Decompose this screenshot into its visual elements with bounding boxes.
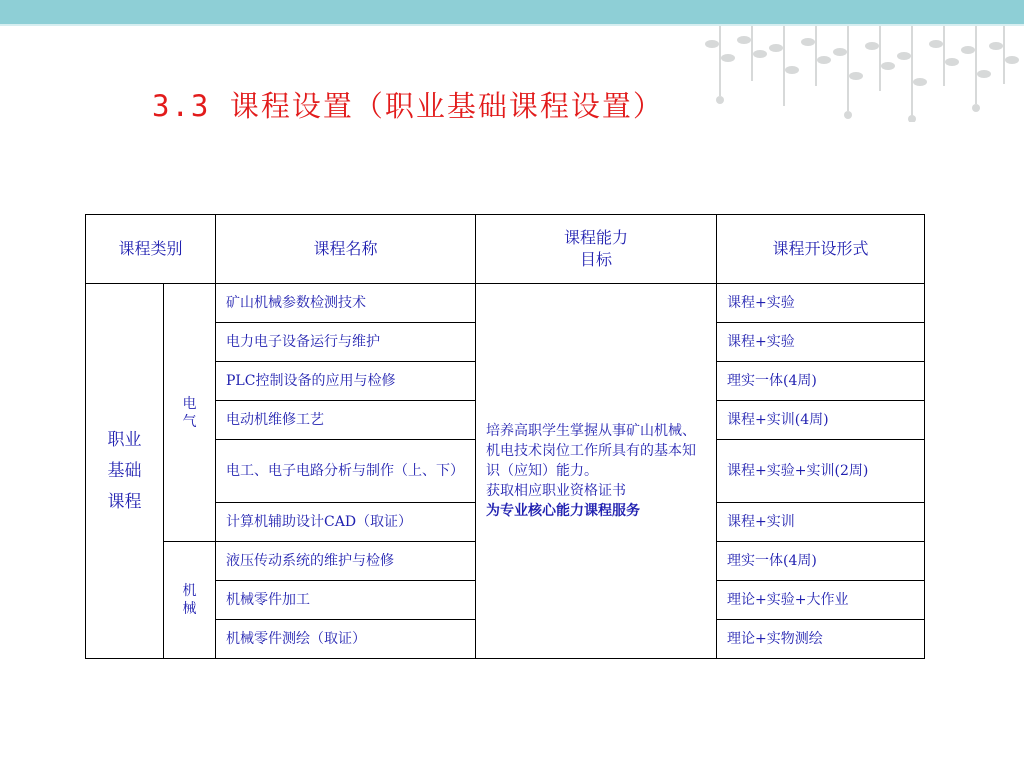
group-electrical-char1: 电 <box>182 395 197 412</box>
slide-title: 3.3 课程设置（职业基础课程设置） <box>152 89 664 123</box>
header-ability-goal <box>476 215 717 284</box>
header-course-name: 课程名称 <box>216 215 476 284</box>
group-electrical-char2: 气 <box>182 413 197 430</box>
floral-decoration <box>700 26 1024 122</box>
ability-goal-cell <box>476 284 717 659</box>
group-mechanical-char1: 机 <box>182 583 197 599</box>
category-line1: 职业 <box>107 429 142 450</box>
course-form: 理论+实验+大作业 <box>717 581 925 620</box>
course-form: 理实一体(4周) <box>717 362 925 401</box>
course-name: 电力电子设备运行与维护 <box>216 323 476 362</box>
course-form: 课程+实训 <box>717 503 925 542</box>
course-name: 机械零件加工 <box>216 581 476 620</box>
goal-cert: 获取相应职业资格证书 <box>486 483 627 499</box>
course-form: 课程+实训(4周) <box>717 401 925 440</box>
course-name: PLC控制设备的应用与检修 <box>216 362 476 401</box>
course-form: 理实一体(4周) <box>717 542 925 581</box>
goal-bold: 为专业核心能力课程服务 <box>486 503 641 519</box>
group-mechanical-char2: 械 <box>182 601 197 617</box>
course-form: 课程+实验+实训(2周) <box>717 440 925 503</box>
course-name: 电动机维修工艺 <box>216 401 476 440</box>
group-mechanical <box>164 542 216 659</box>
header-goal-line1: 课程能力 <box>564 228 629 247</box>
category-cell <box>86 284 164 659</box>
category-line3: 课程 <box>107 491 142 512</box>
course-form: 课程+实验 <box>717 284 925 323</box>
top-accent-bar <box>0 0 1024 24</box>
group-electrical <box>164 284 216 542</box>
course-table <box>85 214 925 659</box>
course-name: 矿山机械参数检测技术 <box>216 284 476 323</box>
category-line2: 基础 <box>107 460 142 481</box>
header-course-form: 课程开设形式 <box>717 215 925 284</box>
course-form: 理论+实物测绘 <box>717 620 925 659</box>
goal-text: 培养高职学生掌握从事矿山机械、机电技术岗位工作所具有的基本知识（应知）能力。 <box>486 423 697 479</box>
table-row <box>86 284 925 323</box>
header-category: 课程类别 <box>86 215 216 284</box>
course-name: 电工、电子电路分析与制作（上、下） <box>216 440 476 503</box>
course-name: 计算机辅助设计CAD（取证） <box>216 503 476 542</box>
course-form: 课程+实验 <box>717 323 925 362</box>
course-name: 液压传动系统的维护与检修 <box>216 542 476 581</box>
table-header-row <box>86 215 925 284</box>
course-name: 机械零件测绘（取证） <box>216 620 476 659</box>
header-goal-line2: 目标 <box>580 250 613 269</box>
